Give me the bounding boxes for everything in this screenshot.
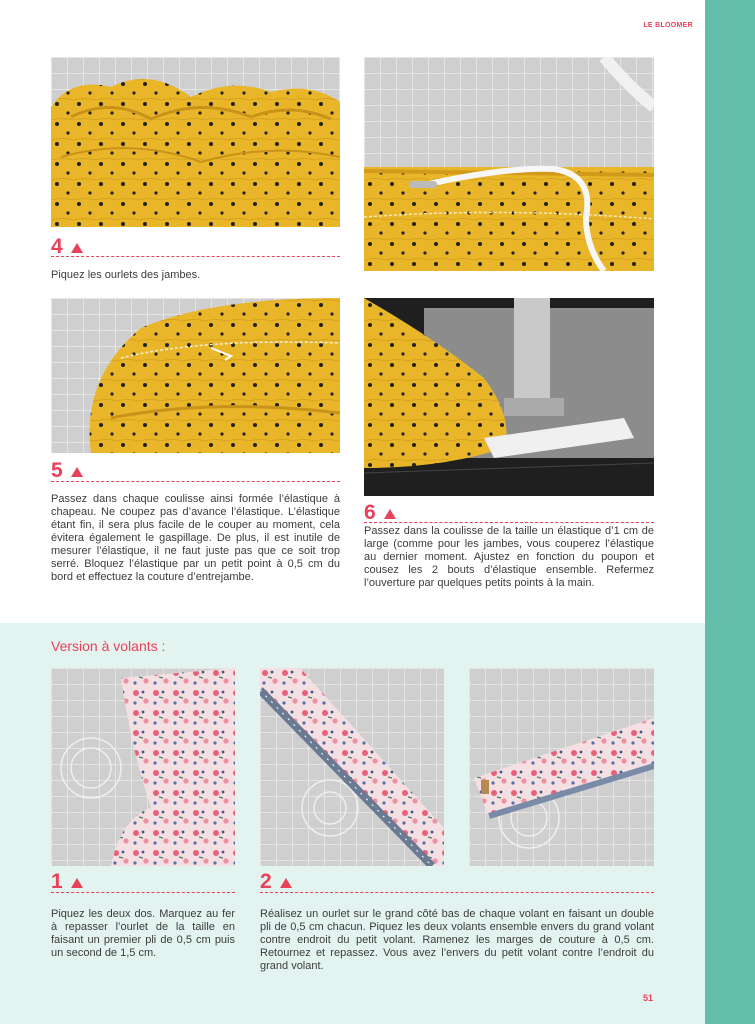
step-4-number: 4 (51, 235, 63, 258)
divider (364, 522, 654, 523)
photo-ruffle-step-1 (51, 668, 235, 866)
step-4-text: Piquez les ourlets des jambes. (51, 269, 201, 281)
step-5-heading (51, 460, 83, 481)
divider (51, 892, 235, 893)
triangle-icon (280, 878, 292, 888)
step-5-text: Passez dans chaque coulisse ainsi formée l’élastique à chapeau. Ne coupez pas d’avance l’élastique. L’élastique étant fin, il sera plus facile de le couper au moment, cela évitera également le gaspillage. De plus, il est inutile de mesurer l’élastique, il ne faut juste pas que ce soit trop serré. Bloquez l’élastique par un petit point à 0,5 cm du bord et effectuez la couture d’entrejambe. (51, 493, 340, 583)
triangle-icon (71, 878, 83, 888)
photo-step-4-gathered-hem (51, 57, 340, 227)
photo-ruffle-step-2 (260, 668, 444, 866)
page-number: 51 (643, 993, 654, 1003)
triangle-icon (71, 243, 83, 253)
photo-step-6-sewing-machine (364, 298, 654, 496)
running-title: LE BLOOMER (643, 22, 693, 29)
divider (51, 481, 340, 482)
ruffle-step-1-number: 1 (51, 870, 63, 893)
triangle-icon (71, 467, 83, 477)
ruffle-step-2-heading (260, 871, 292, 892)
triangle-icon (384, 509, 396, 519)
ruffle-step-1-heading (51, 871, 83, 892)
step-6-text: Passez dans la coulisse de la taille un élastique d’1 cm de large (comme pour les jambes, vous couperez l’élastique au dernier moment. Ajustez en fonction du poupon et cousez les 2 bouts d’élastique ensemble. Refermez l’ouverture par quelques petits points à la main. (364, 525, 654, 589)
ruffle-step-1-text: Piquez les deux dos. Marquez au fer à repasser l’ourlet de la taille en faisant un premier pli de 0,5 cm puis un second de 1,5 cm. (51, 908, 235, 959)
section-title: Version à volants : (51, 638, 166, 654)
ruffle-step-2-number: 2 (260, 870, 272, 893)
ruffle-step-2-text: Réalisez un ourlet sur le grand côté bas de chaque volant en faisant un double pli de 0,5 cm chacun. Piquez les deux volants ensemble envers du grand volant contre endroit du petit volant. Ramenez les marges de couture à 0,5 cm. Retournez et repassez. Vous avez l’envers du petit volant contre l’endroit du grand volant. (260, 908, 654, 972)
divider (260, 892, 654, 893)
step-6-heading (364, 502, 396, 523)
step-5-number: 5 (51, 459, 63, 482)
step-6-number: 6 (364, 501, 376, 524)
divider (51, 256, 340, 257)
teal-side-bar (705, 0, 755, 1024)
photo-elastic-threading (364, 57, 654, 271)
photo-step-5-leg-elastic (51, 298, 340, 453)
photo-ruffle-joined (469, 668, 654, 866)
step-4-heading (51, 236, 83, 257)
